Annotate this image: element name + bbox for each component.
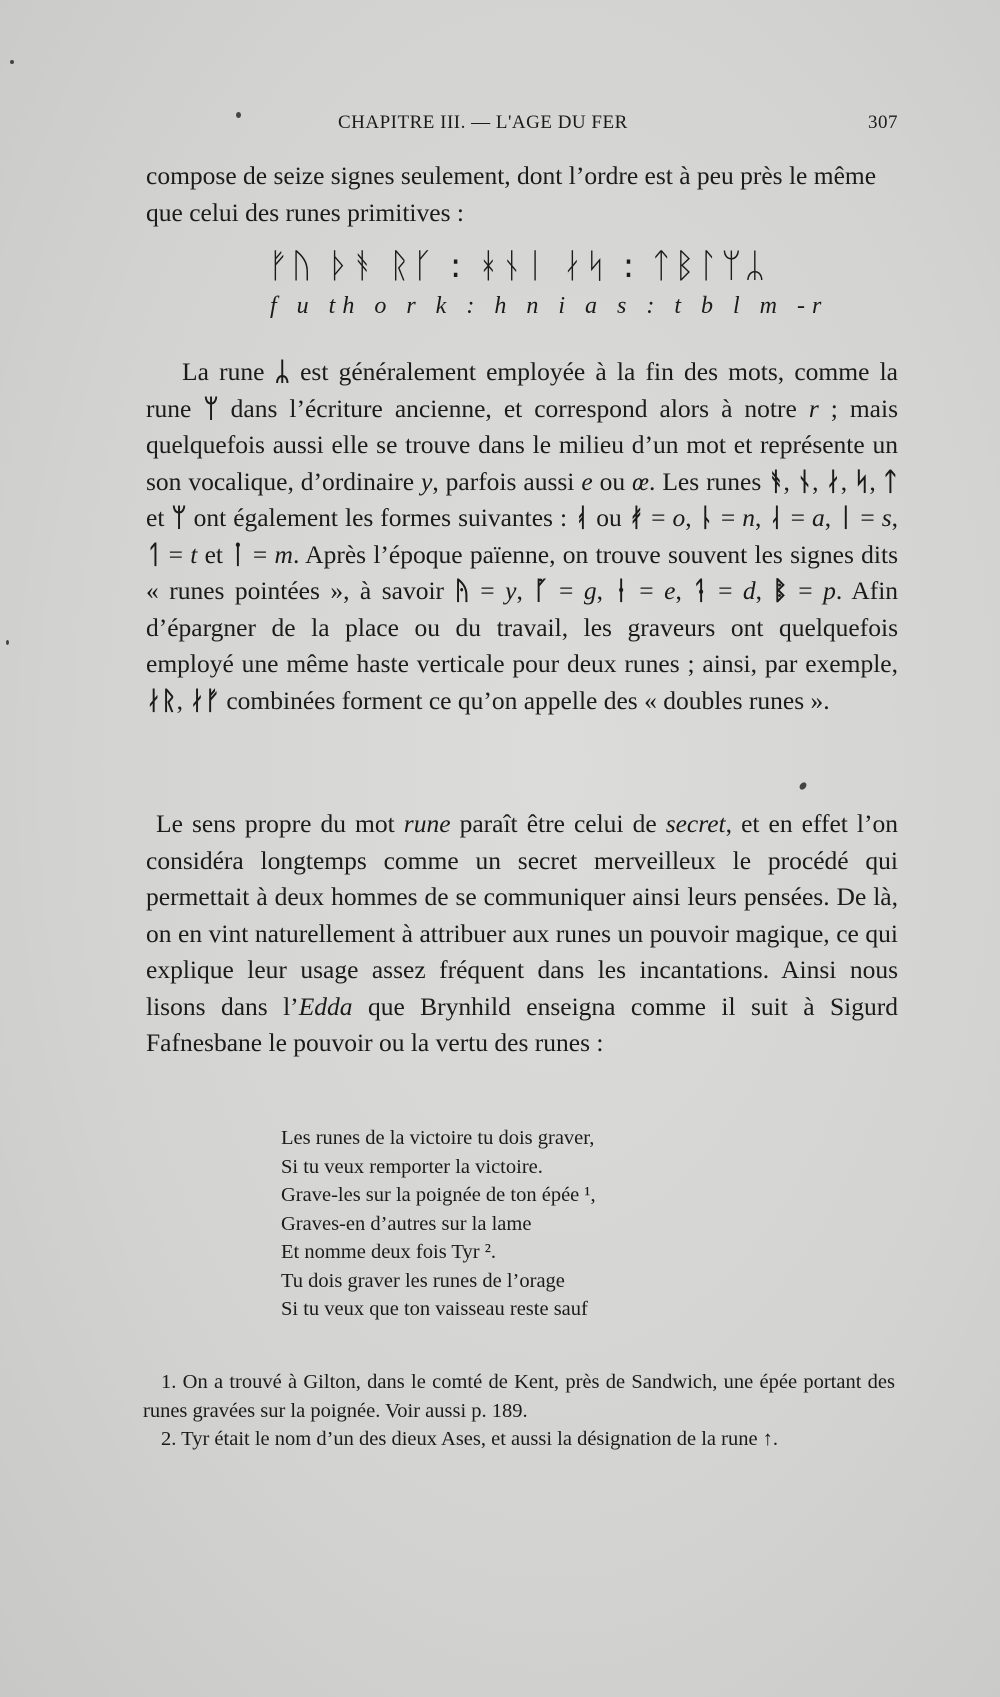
rune-glyph: ᛙ: [230, 539, 246, 570]
italic-word: a: [811, 503, 825, 532]
intro-paragraph: compose de seize signes seulement, dont l’ordre est à peu près le même que celui des runes primitives :: [146, 161, 877, 227]
rune-glyph: ᛘ: [171, 503, 187, 533]
italic-word: y: [505, 576, 517, 605]
rune-glyph: ᛑ: [692, 576, 708, 606]
text-run: ,: [596, 576, 614, 605]
rune-glyph: ᚬ: [768, 466, 784, 497]
text-run: ,: [824, 503, 839, 532]
text-run: paraît être celui de: [450, 809, 666, 838]
text-run: ,: [869, 466, 883, 496]
text-run: et: [146, 503, 172, 532]
text-run: =: [853, 503, 882, 532]
paper-speck: [10, 60, 14, 64]
rune-alphabet-row: ᚠᚢ ᚦᚬ ᚱᚴ : ᚼᚾᛁ ᛅᛋ : ᛏᛒᛚᛘᛦ: [268, 246, 768, 286]
text-run: =: [245, 539, 275, 569]
rune-glyph: ᚿ: [698, 503, 714, 533]
italic-word: g: [583, 576, 597, 605]
italic-word: e: [664, 576, 676, 605]
verse-line: Si tu veux remporter la victoire.: [281, 1155, 543, 1178]
text-run: dans l’écriture ancienne, et correspond alors à notre: [218, 393, 809, 423]
italic-word: s: [881, 503, 892, 532]
verse-line: Tu dois graver les runes de l’orage: [281, 1269, 565, 1292]
text-run: ,: [783, 466, 797, 496]
text-run: =: [469, 576, 506, 605]
text-run: =: [787, 576, 824, 605]
chapter-title: CHAPITRE III. — L'AGE DU FER: [338, 112, 628, 133]
text-run: . Les runes: [649, 466, 769, 496]
text-run: =: [783, 503, 812, 532]
text-run: ,: [755, 576, 773, 605]
footnotes: [143, 1368, 895, 1454]
italic-word: rune: [403, 809, 451, 838]
text-run: La rune: [182, 357, 275, 386]
text-run: =: [707, 576, 743, 605]
italic-word: d: [742, 576, 756, 605]
verse-line: Si tu veux que ton vaisseau reste sauf: [281, 1298, 588, 1320]
running-header: [148, 112, 898, 142]
rune-glyph: ᚮ: [574, 503, 590, 533]
transliteration-row: f u th o r k : h n i a s : t b l m -r: [270, 293, 829, 319]
text-run: =: [628, 576, 665, 605]
page-number: 307: [868, 112, 898, 133]
rune-glyph: ᛘ: [203, 393, 219, 424]
text-run: . Afin d’épargner de la place ou du travail, les graveurs ont quelquefois employé une même haste verticale pour deux runes ; ainsi, par exemple,: [146, 576, 899, 678]
rune-forms-paragraph: [146, 354, 898, 719]
rune-glyph: ᚯ: [628, 503, 645, 533]
text-run: ,: [840, 466, 855, 496]
text-run: ,: [176, 685, 190, 715]
italic-word: e: [581, 466, 593, 496]
text-run: est généralement employée à la fin des mots, comme la rune: [146, 357, 898, 423]
paper-speck: [236, 112, 241, 118]
text-run: =: [713, 503, 743, 532]
text-run: ,: [516, 576, 534, 605]
rune-glyph: ᛋ: [854, 466, 870, 497]
text-run: ; mais quelquefois aussi elle se trouve dans le milieu d’un mot et représente un son vocalique, d’ordinaire: [146, 393, 899, 496]
text-run: ,: [685, 503, 699, 532]
footnote: 1. On a trouvé à Gilton, dans le comté de Kent, près de Sandwich, une épée portant des runes gravées sur la poignée. Voir aussi p. 189.: [143, 1371, 895, 1422]
text-run: ,: [891, 503, 899, 532]
rune-glyph: ᛔ: [772, 576, 788, 606]
text-run: , parfois aussi: [432, 466, 582, 496]
text-run: =: [644, 503, 673, 532]
text-run: et: [197, 539, 231, 569]
rune-meaning-paragraph: [146, 806, 898, 1062]
text-run: =: [548, 576, 584, 605]
paper-speck: [798, 781, 808, 791]
rune-glyph: ᛐ: [146, 539, 162, 570]
rune-glyph: ᛂ: [613, 576, 629, 606]
verse-line: Les runes de la victoire tu dois graver,: [281, 1127, 595, 1149]
footnote: 2. Tyr était le nom d’un des dieux Ases, et aussi la désignation de la rune ↑.: [161, 1428, 779, 1450]
rune-glyph: ᛅ: [825, 466, 841, 497]
text-run: combinées forment ce qu’on appelle des « doubles runes ».: [219, 685, 830, 715]
rune-glyph: ᚾ: [796, 466, 813, 497]
rune-glyph: ᛅᚱ: [146, 685, 177, 716]
italic-word: r: [808, 393, 819, 423]
verse-line: Grave-les sur la poignée de ton épée ¹,: [281, 1184, 596, 1206]
text-run: ou: [592, 466, 632, 496]
text-run: , et en effet l’on considéra longtemps comme un secret merveilleux le procédé qui permettait à deux hommes de se communiquer ainsi leurs pensées. De là, on en vint naturellement à attribuer aux runes un pouvoir magique, ce qui explique leur usage assez fréquent dans les incantations. Ainsi nous lisons dans l’: [146, 809, 899, 1021]
text-run: . Après l’époque païenne, on trouve souvent les signes dits « runes pointées », à savoir: [146, 539, 898, 605]
paper-speck: [6, 640, 9, 645]
text-run: ,: [812, 466, 826, 496]
verse-line: Et nomme deux fois Tyr ².: [281, 1241, 496, 1263]
italic-word: m: [274, 539, 293, 569]
italic-word: t: [190, 539, 198, 569]
italic-word: Edda: [298, 991, 353, 1021]
text-run: ,: [675, 576, 693, 605]
rune-glyph: ᚵ: [533, 576, 549, 606]
rune-glyph: ᛁ: [838, 503, 854, 533]
rune-glyph: ᛏ: [882, 466, 899, 497]
text-run: Le sens propre du mot: [156, 809, 404, 838]
italic-word: o: [672, 503, 686, 532]
rune-glyph: ᛆ: [768, 503, 784, 533]
rune-glyph: ᛅᚠ: [189, 685, 220, 716]
text-run: ou: [589, 503, 629, 532]
rune-glyph: ᛦ: [274, 357, 290, 387]
verse-line: Graves-en d’autres sur la lame: [281, 1212, 532, 1235]
italic-word: secret: [665, 809, 726, 838]
text-run: que Brynhild enseigna comme il suit à Sigurd Fafnesbane le pouvoir ou la vertu des runes :: [146, 991, 898, 1057]
italic-word: y: [421, 466, 433, 496]
italic-word: œ: [632, 466, 650, 496]
italic-word: n: [742, 503, 755, 532]
text-run: ont également les formes suivantes :: [186, 503, 575, 532]
italic-word: p: [823, 576, 836, 605]
text-run: =: [161, 539, 191, 569]
edda-verse: [281, 1124, 741, 1324]
text-run: ,: [754, 503, 769, 532]
rune-glyph: ᚤ: [454, 576, 470, 606]
